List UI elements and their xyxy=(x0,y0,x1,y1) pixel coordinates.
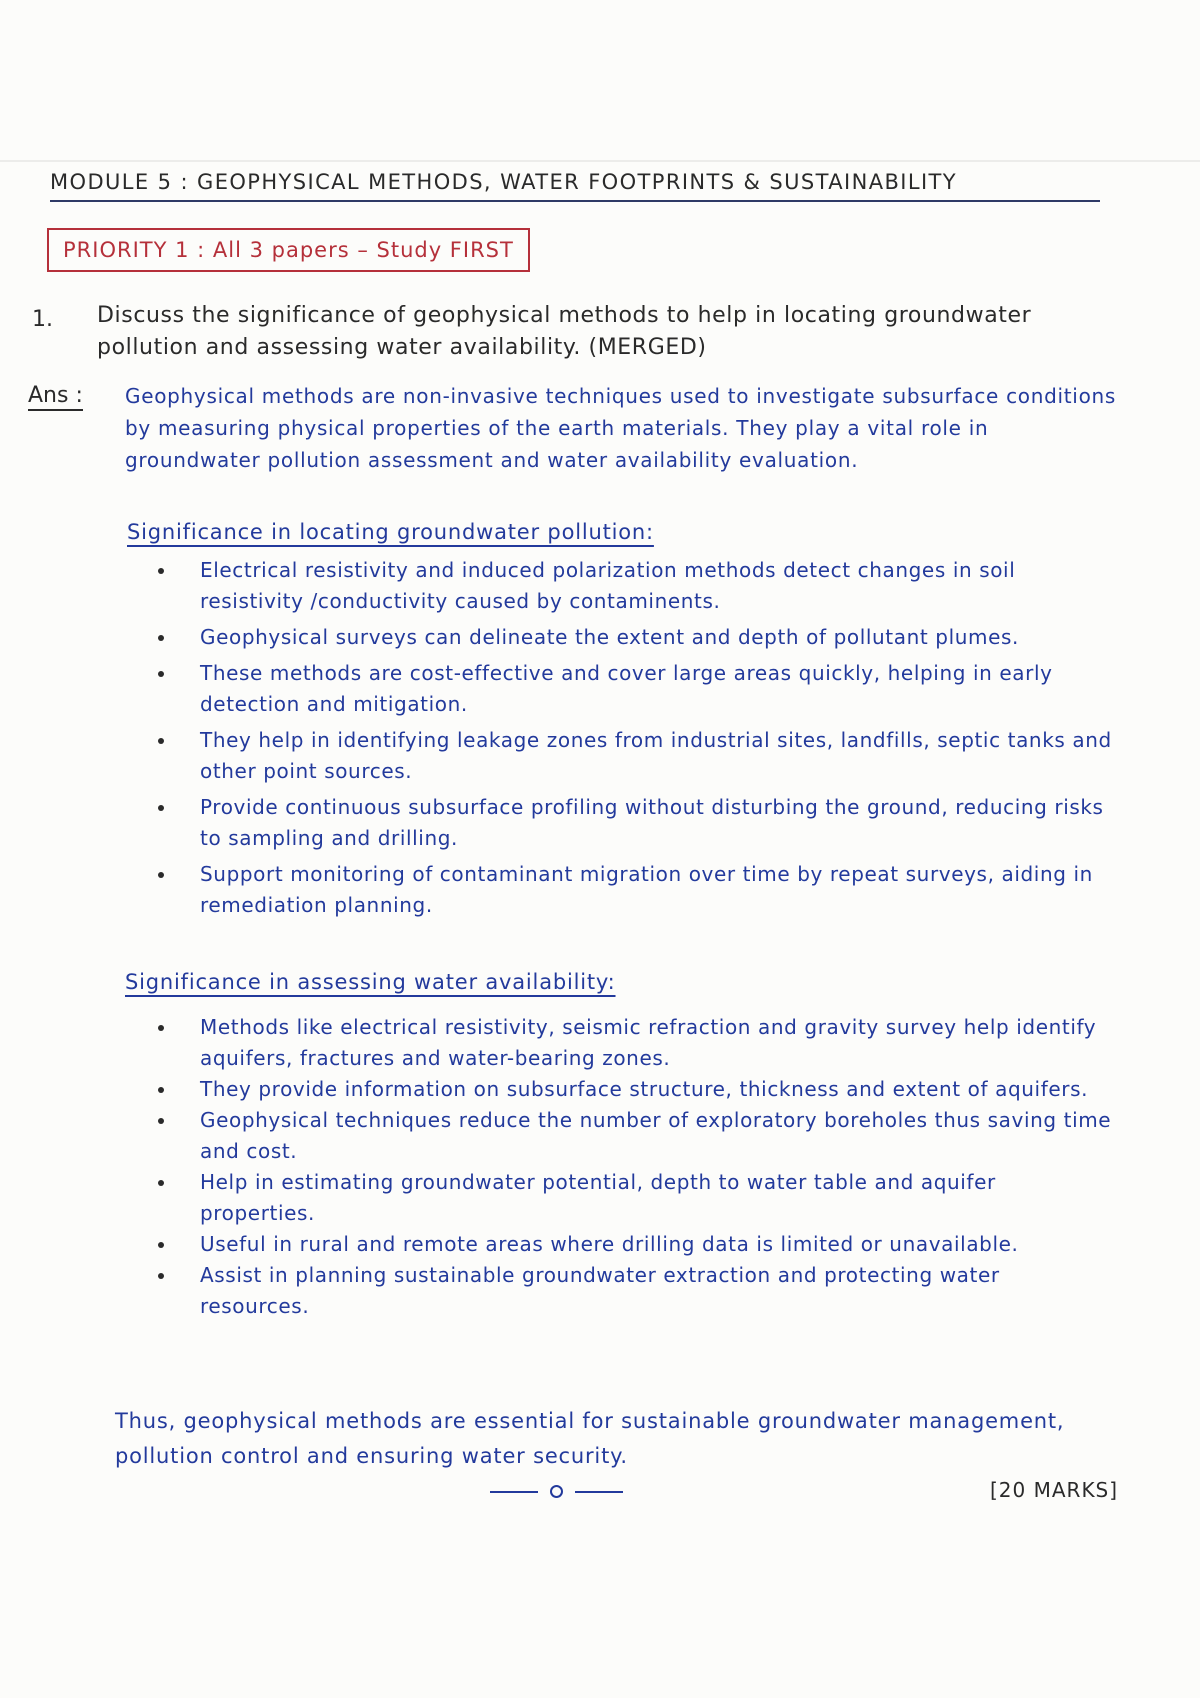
bullet-dot xyxy=(158,635,164,641)
end-of-answer-divider xyxy=(490,1485,623,1498)
bullet-text: Useful in rural and remote areas where drilling data is limited or unavailable. xyxy=(200,1232,1019,1256)
list-item xyxy=(155,622,1115,653)
bullet-dot xyxy=(158,1118,164,1124)
bullet-text: They help in identifying leakage zones from industrial sites, landfills, septic tanks and other point sources. xyxy=(200,728,1112,783)
bullet-text: They provide information on subsurface structure, thickness and extent of aquifers. xyxy=(200,1077,1089,1101)
answer-label: Ans : xyxy=(28,383,83,411)
list-item xyxy=(155,1167,1115,1229)
section-heading-pollution: Significance in locating groundwater pollution: xyxy=(127,520,654,544)
list-item xyxy=(155,1012,1115,1074)
list-item xyxy=(155,1229,1115,1260)
bullet-dot xyxy=(158,1180,164,1186)
section-heading-availability: Significance in assessing water availability: xyxy=(125,970,616,994)
list-item xyxy=(155,658,1115,720)
bullet-text: These methods are cost-effective and cover large areas quickly, helping in early detection and mitigation. xyxy=(200,661,1053,716)
page-edge xyxy=(0,160,1200,162)
availability-bullet-list xyxy=(155,1012,1115,1322)
bullet-dot xyxy=(158,1025,164,1031)
list-item xyxy=(155,1074,1115,1105)
list-item xyxy=(155,1260,1115,1322)
bullet-text: Electrical resistivity and induced polarization methods detect changes in soil resistivity /conductivity caused by contaminents. xyxy=(200,558,1016,613)
list-item xyxy=(155,555,1115,617)
bullet-dot xyxy=(158,805,164,811)
divider-line-right xyxy=(575,1491,623,1493)
divider-circle xyxy=(550,1485,563,1498)
bullet-text: Support monitoring of contaminant migration over time by repeat surveys, aiding in remediation planning. xyxy=(200,862,1093,917)
bullet-dot xyxy=(158,1087,164,1093)
marks-label: [20 MARKS] xyxy=(990,1478,1119,1502)
list-item xyxy=(155,1105,1115,1167)
bullet-dot xyxy=(158,568,164,574)
answer-intro: Geophysical methods are non-invasive techniques used to investigate subsurface conditions by measuring physical properties of the earth materials. They play a vital role in groundwater pollution assessment and water availability evaluation. xyxy=(125,384,1117,472)
priority-label: PRIORITY 1 : All 3 papers – Study FIRST xyxy=(47,228,530,272)
bullet-dot xyxy=(158,872,164,878)
bullet-dot xyxy=(158,1242,164,1248)
bullet-text: Geophysical surveys can delineate the extent and depth of pollutant plumes. xyxy=(200,625,1019,649)
bullet-dot xyxy=(158,738,164,744)
list-item xyxy=(155,859,1115,921)
bullet-text: Provide continuous subsurface profiling without disturbing the ground, reducing risks to sampling and drilling. xyxy=(200,795,1104,850)
question-number: 1. xyxy=(32,307,53,332)
list-item xyxy=(155,725,1115,787)
bullet-text: Help in estimating groundwater potential, depth to water table and aquifer properties. xyxy=(200,1170,996,1225)
question-text: Discuss the significance of geophysical methods to help in locating groundwater pollution and assessing water availability. (MERGED) xyxy=(97,303,1032,360)
bullet-dot xyxy=(158,1273,164,1279)
pollution-bullet-list xyxy=(155,555,1115,926)
bullet-text: Methods like electrical resistivity, seismic refraction and gravity survey help identify aquifers, fractures and water-bearing zones. xyxy=(200,1015,1097,1070)
divider-line-left xyxy=(490,1491,538,1493)
bullet-dot xyxy=(158,671,164,677)
answer-conclusion: Thus, geophysical methods are essential for sustainable groundwater management, pollution control and ensuring water security. xyxy=(115,1409,1065,1468)
list-item xyxy=(155,792,1115,854)
module-title: MODULE 5 : GEOPHYSICAL METHODS, WATER FOOTPRINTS & SUSTAINABILITY xyxy=(50,170,1100,202)
bullet-text: Geophysical techniques reduce the number of exploratory boreholes thus saving time and cost. xyxy=(200,1108,1112,1163)
bullet-text: Assist in planning sustainable groundwater extraction and protecting water resources. xyxy=(200,1263,1000,1318)
